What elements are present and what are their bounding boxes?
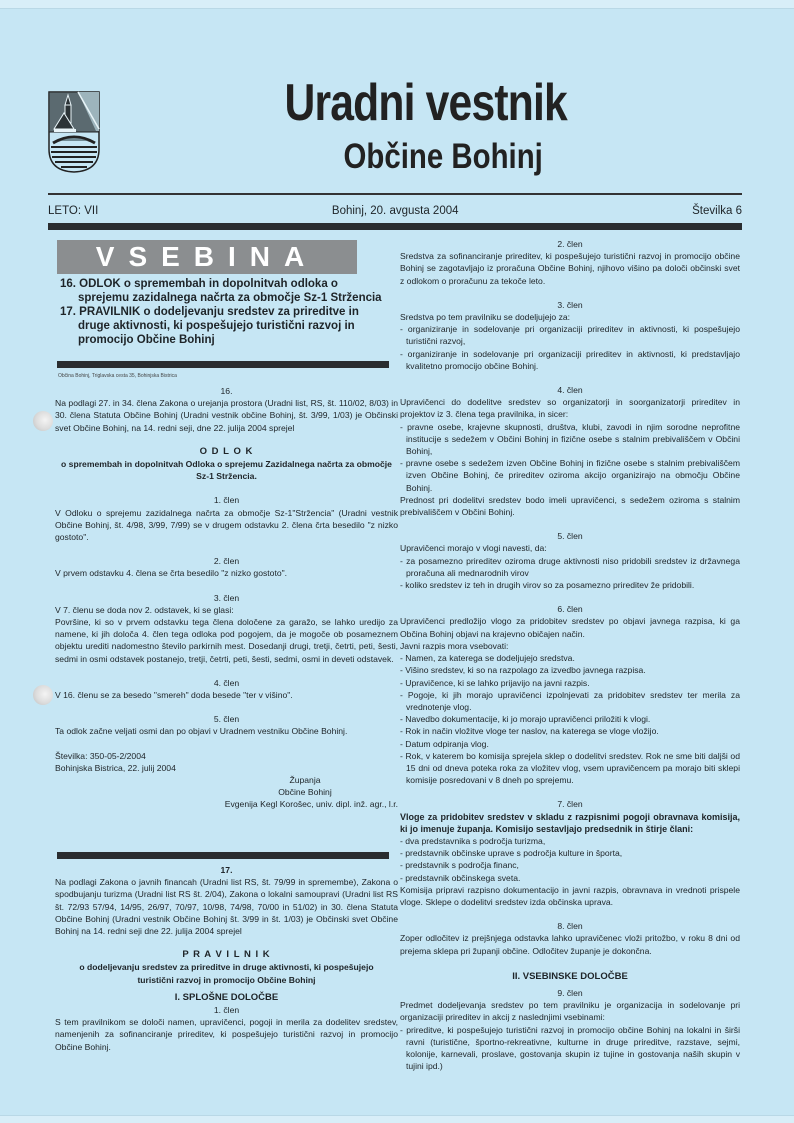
odlok-subtitle: o spremembah in dopolnitvah Odloka o sprejemu Zazidalnega načrta za območje Sz-1 Stržencia. bbox=[61, 459, 392, 482]
toc-item[interactable]: 17. PRAVILNIK o dodeljevanju sredstev za prireditve in druge aktivnosti, ki pospešujejo turistični razvoj in promocijo Občine Bohinj bbox=[60, 306, 359, 346]
article-heading: 4. člen bbox=[213, 677, 240, 688]
article-text: Sredstva za sofinanciranje prireditev, ki pospešujejo turistični razvoj in promocijo občine Bohinj se zagotavljajo iz proračuna Občine Bohinj, njihovo višino pa določi občinski svet z odlokom o proračunu za tekoče leto. bbox=[400, 251, 740, 286]
section-heading: I. SPLOŠNE DOLOČBE bbox=[174, 991, 279, 1003]
list-item: - dva predstavnika s področja turizma, bbox=[400, 835, 546, 846]
article-heading: 3. člen bbox=[557, 299, 583, 310]
pravilnik-subtitle: o dodeljevanju sredstev za prireditve in druge aktivnosti, ki pospešujejo turistični razvoj in promocijo Občine Bohinj bbox=[79, 962, 374, 985]
pravilnik-continued bbox=[400, 238, 740, 1072]
contents-banner: VSEBINA bbox=[57, 240, 357, 274]
section-rule bbox=[57, 852, 389, 859]
list-item: - Namen, za katerega se dodeljujejo sredstva. bbox=[400, 653, 575, 664]
article-text: Vloge za pridobitev sredstev v skladu z razpisnimi pogoji obravnava komisija, ki jo imenuje županja. Komisijo sestavljajo predsednik in štirje člani: bbox=[400, 811, 740, 834]
odlok-title: O D L O K bbox=[199, 445, 254, 457]
article-text: Komisija pripravi razpisno dokumentacijo in javni razpis, obravnava in vrednoti prispele vloge. Sklepe o dodelitvi sredstev izda občinska uprava. bbox=[400, 884, 740, 907]
list-item: - pravne osebe, krajevne skupnosti, društva, klubi, zavodi in njim sorodne neprofitne institucije s sedežem v Občini Bohinj in fizične osebe s stalnim prebivališčem v Občini Bohinj, bbox=[400, 421, 740, 457]
list-item: - predstavnik s področja financ, bbox=[400, 860, 519, 871]
list-item: - predstavnik občinske uprave s področja kulture in športa, bbox=[400, 848, 623, 859]
article-heading: 7. člen bbox=[557, 799, 583, 810]
header-divider bbox=[48, 193, 742, 195]
article-text: Prednost pri dodelitvi sredstev bodo imeli upravičenci, s sedežem oziroma s stalnim prebivališčem v Občini Bohinj. bbox=[400, 494, 740, 518]
issue-number: Številka 6 bbox=[692, 205, 742, 217]
article-text: Upravičenci morajo v vlogi navesti, da: bbox=[400, 543, 547, 554]
signature-line: Občine Bohinj bbox=[278, 787, 332, 798]
table-of-contents bbox=[60, 277, 390, 347]
toc-item[interactable]: 16. ODLOK o spremembah in dopolnitvah odloka o sprejemu zazidalnega načrta za območje Sz-1 Stržencia bbox=[60, 278, 382, 304]
publication-title: Uradni vestnik bbox=[284, 74, 567, 132]
pravilnik-preamble: Na podlagi Zakona o javnih financah (Uradni list RS, št. 79/99 in spremembe), Zakona o spodbujanju turizma (Uradni list RS št. 2/04), Zakona o lokalni samoupravi (Uradni list RS št. 72/93 57/94, 14/95, 26/97, 70/97, 10/98, 74/98, 70/00 in 51/02) in 30. člena Statuta Občine Bohinj (Uradni vestnik Občine Bohinj št. 3/99 in št. 1/03) je Občinski svet Občine Bohinj na 14. redni seji dne 22. julija 2004 sprejel bbox=[55, 877, 398, 937]
article-text: Upravičenci predložijo vlogo za pridobitev sredstev po objavi javnega razpisa, ki ga Občina Bohinj objavi na krajevno običajen način. bbox=[400, 616, 740, 639]
list-item: - za posamezno prireditev oziroma druge aktivnosti niso pridobili sredstev iz državnega proračuna ali mednarodnih virov bbox=[400, 555, 740, 578]
article-text: Upravičenci do dodelitve sredstev so organizatorji in soorganizatorji prireditev in projektov iz 3. člena tega pravilnika, in sicer: bbox=[400, 397, 740, 420]
pravilnik-section bbox=[55, 864, 398, 1053]
article-text: V 16. členu se za besedo "smereh" doda besede "ter v višino". bbox=[55, 690, 293, 701]
list-item: - organiziranje in sodelovanje pri organizaciji prireditev in aktivnosti, ki pospešujejo turistični razvoj, bbox=[400, 324, 740, 347]
signature-line: Evgenija Kegl Korošec, univ. dipl. inž. agr., l.r. bbox=[224, 799, 398, 810]
article-text: V Odloku o sprejemu zazidalnega načrta za območje Sz-1"Stržencia" (Uradni vestnik Občine Bohinj, št. 4/98, 3/99, 7/99) se v drugem odstavku 2. člena črta besedilo "z nizko gostoto". bbox=[55, 507, 398, 543]
list-item: - Rok in način vložitve vloge ter naslov, na katerega se vloge vložijo. bbox=[400, 726, 659, 737]
article-heading: 6. člen bbox=[557, 604, 583, 615]
article-heading: 2. člen bbox=[213, 556, 240, 567]
article-heading: 5. člen bbox=[557, 531, 583, 542]
article-heading: 9. člen bbox=[557, 987, 583, 998]
pravilnik-number: 17. bbox=[220, 865, 233, 875]
issue-date: Bohinj, 20. avgusta 2004 bbox=[331, 205, 459, 217]
list-item: - Rok, v katerem bo komisija sprejela sklep o dodelitvi sredstev. Rok ne sme biti daljši od 15 dni od dneva poteka roka za vložitev vlog, vsem upravičencem pa morajo biti sklepi komisije posredovani v 8 dneh po sprejemu. bbox=[400, 750, 740, 786]
odlok-section bbox=[55, 385, 398, 811]
list-item: - pravne osebe s sedežem izven Občine Bohinj in fizične osebe s stalnim prebivališčem izven Občine Bohinj, če prireditev oziroma akcijo organizirajo na območju Občine Bohinj. bbox=[400, 458, 740, 493]
article-heading: 4. člen bbox=[557, 385, 583, 396]
article-text: S tem pravilnikom se določi namen, upravičenci, pogoji in merila za dodelitev sredstev, namenjenih za sofinanciranje prireditev, ki pospešujejo turistični razvoj in promocijo Občine Bohinj. bbox=[55, 1017, 398, 1052]
article-text: V 7. členu se doda nov 2. odstavek, ki se glasi: bbox=[55, 604, 234, 615]
contents-rule bbox=[57, 361, 389, 368]
article-text: Površine, ki so v prvem odstavku tega člena določene za garažo, se lahko uredijo za namene, ki jih določa 4. člen tega odloka pod pogojem, da je mogoče ob posameznem objektu urediti nadomestno število parkirnih mest. Dosedanji drugi, tretji, četrti, peti, šesti, sedmi in osmi odstavek postanejo, tretji, četrti, peti, šesti, sedmi, osmi in deveti odstavek. bbox=[55, 617, 398, 664]
list-item: - Datum odpiranja vlog. bbox=[400, 738, 489, 749]
article-heading: 1. člen bbox=[213, 495, 240, 506]
publication-subtitle: Občine Bohinj bbox=[343, 137, 543, 176]
odlok-preamble: Na podlagi 27. in 34. člena Zakona o urejanja prostora (Uradni list, RS, št. 110/02, 8/03) in 30. člena Statuta Občine Bohinj (Uradni vestnik občine Bohinj, št. 3/99, 1/03) je Občinski svet Občine Bohinj, na 14. redni seji, dne 22. julija 2004 sprejel bbox=[55, 398, 398, 433]
list-item: - Višino sredstev, ki so na razpolago za izvedbo javnega razpisa. bbox=[400, 665, 646, 676]
list-item: - Navedbo dokumentacije, ki jo morajo upravičenci priložiti k vlogi. bbox=[400, 714, 651, 725]
list-item: - prireditve, ki pospešujejo turistični razvoj in promocijo občine Bohinj na lokalni in širši ravni (turistične, športno-rekreativne, kulturne in druge prireditve, razstave, sejmi, kolonije, karnevali, proslave, gostovanja skupin iz tujine in gostovanja naših skupin v tujini ipd.) bbox=[400, 1024, 740, 1072]
article-text: Ta odlok začne veljati osmi dan po objavi v Uradnem vestniku Občine Bohinj. bbox=[55, 726, 348, 737]
article-heading: 1. člen bbox=[213, 1005, 240, 1016]
pravilnik-title: P R A V I L N I K bbox=[182, 949, 271, 961]
gazette-page bbox=[0, 8, 794, 1116]
section-heading: II. VSEBINSKE DOLOČBE bbox=[512, 970, 628, 982]
odlok-number: 16. bbox=[220, 386, 233, 396]
list-item: - organiziranje in sodelovanje pri organizaciji prireditev in aktivnosti, ki predstavljajo kvalitetno promocijo občine Bohinj. bbox=[400, 348, 740, 371]
article-text: V prvem odstavku 4. člena se črta besedilo "z nizko gostoto". bbox=[55, 568, 288, 579]
article-text: Sredstva po tem pravilniku se dodeljujejo za: bbox=[400, 312, 571, 323]
article-text: Javni razpis mora vsebovati: bbox=[400, 640, 509, 651]
punch-hole bbox=[33, 685, 53, 705]
article-heading: 2. člen bbox=[557, 239, 583, 249]
reference-number: Številka: 350-05-2/2004 bbox=[55, 750, 146, 761]
municipality-address: Občina Bohinj, Triglavska cesta 35, Bohinjska Bistrica bbox=[58, 373, 177, 379]
issue-meta-row bbox=[48, 205, 742, 219]
list-item: - Pogoje, ki jih morajo upravičenci izpolnjevati za pridobitev sredstev ter merila za vrednotenje vlog. bbox=[400, 689, 740, 712]
signature-block bbox=[215, 774, 395, 798]
article-heading: 3. člen bbox=[213, 592, 240, 603]
punch-hole bbox=[33, 411, 53, 431]
year-label: LETO: VII bbox=[48, 205, 99, 217]
place-date: Bohinjska Bistrica, 22. julij 2004 bbox=[55, 762, 176, 773]
article-heading: 5. člen bbox=[213, 714, 240, 725]
article-text: Zoper odločitev iz prejšnjega odstavka lahko upravičenec vloži pritožbo, v roku 8 dni od prejema sklepa pri županji občine. Odločitev županje je dokončna. bbox=[400, 933, 740, 956]
article-heading: 8. člen bbox=[557, 921, 583, 932]
article-text: Predmet dodeljevanja sredstev po tem pravilniku je organizacija in sodelovanje pri organizaciji prireditev in akcij z naslednjimi vsebinami: bbox=[400, 1000, 740, 1023]
header-thick-rule bbox=[48, 223, 742, 230]
signature-line: Županja bbox=[289, 775, 321, 786]
list-item: - Upravičence, ki se lahko prijavijo na javni razpis. bbox=[400, 677, 590, 688]
list-item: - koliko sredstev iz teh in drugih virov so za posamezno prireditev že pridobili. bbox=[400, 580, 695, 591]
list-item: - predstavnik občinskega sveta. bbox=[400, 872, 521, 883]
